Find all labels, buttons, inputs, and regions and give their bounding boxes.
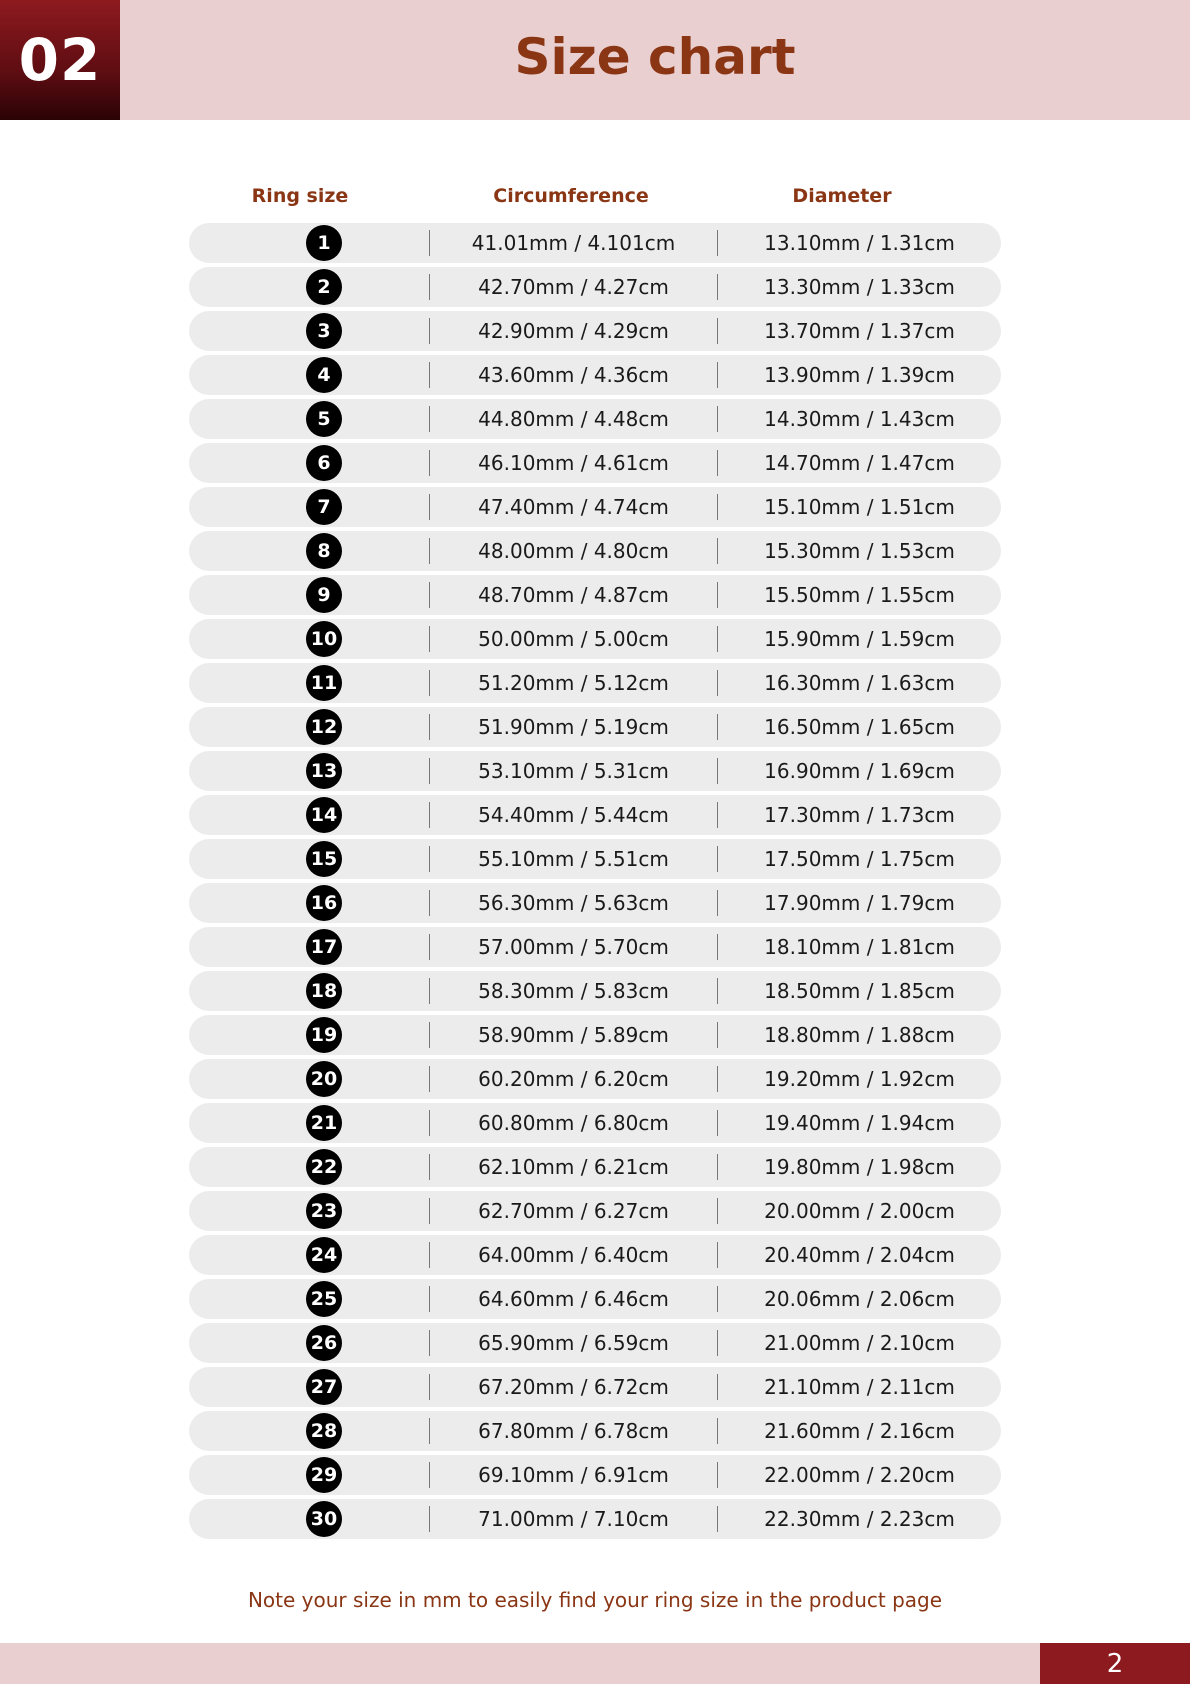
ring-size-badge: 1 bbox=[306, 225, 342, 261]
circumference-cell: 58.30mm / 5.83cm bbox=[478, 979, 669, 1003]
ring-size-badge: 23 bbox=[306, 1193, 342, 1229]
ring-size-badge: 5 bbox=[306, 401, 342, 437]
page-title: Size chart bbox=[514, 28, 796, 86]
diameter-cell: 18.80mm / 1.88cm bbox=[764, 1023, 955, 1047]
diameter-cell: 21.10mm / 2.11cm bbox=[764, 1375, 955, 1399]
circumference-cell: 55.10mm / 5.51cm bbox=[478, 847, 669, 871]
ring-size-badge: 30 bbox=[306, 1501, 342, 1537]
circumference-cell: 42.70mm / 4.27cm bbox=[478, 275, 669, 299]
circumference-cell: 56.30mm / 5.63cm bbox=[478, 891, 669, 915]
ring-size-badge: 28 bbox=[306, 1413, 342, 1449]
diameter-cell: 16.30mm / 1.63cm bbox=[764, 671, 955, 695]
circumference-cell: 69.10mm / 6.91cm bbox=[478, 1463, 669, 1487]
circumference-cell: 42.90mm / 4.29cm bbox=[478, 319, 669, 343]
circumference-cell: 48.70mm / 4.87cm bbox=[478, 583, 669, 607]
circumference-cell: 71.00mm / 7.10cm bbox=[478, 1507, 669, 1531]
diameter-cell: 13.30mm / 1.33cm bbox=[764, 275, 955, 299]
circumference-cell: 53.10mm / 5.31cm bbox=[478, 759, 669, 783]
table-header bbox=[0, 185, 1190, 215]
circumference-cell: 58.90mm / 5.89cm bbox=[478, 1023, 669, 1047]
table-row bbox=[189, 1015, 1001, 1055]
page-number: 2 bbox=[1040, 1643, 1190, 1684]
table-row bbox=[189, 839, 1001, 879]
table-row bbox=[189, 1367, 1001, 1407]
ring-size-badge: 25 bbox=[306, 1281, 342, 1317]
ring-size-badge: 19 bbox=[306, 1017, 342, 1053]
table-row bbox=[189, 1499, 1001, 1539]
ring-size-badge: 27 bbox=[306, 1369, 342, 1405]
ring-size-badge: 18 bbox=[306, 973, 342, 1009]
table-row bbox=[189, 531, 1001, 571]
table-row bbox=[189, 1323, 1001, 1363]
ring-size-badge: 10 bbox=[306, 621, 342, 657]
table-row bbox=[189, 883, 1001, 923]
ring-size-badge: 17 bbox=[306, 929, 342, 965]
circumference-cell: 50.00mm / 5.00cm bbox=[478, 627, 669, 651]
circumference-cell: 67.20mm / 6.72cm bbox=[478, 1375, 669, 1399]
table-row bbox=[189, 1411, 1001, 1451]
size-table bbox=[189, 223, 1001, 1543]
table-row bbox=[189, 1059, 1001, 1099]
ring-size-badge: 9 bbox=[306, 577, 342, 613]
ring-size-badge: 6 bbox=[306, 445, 342, 481]
diameter-cell: 16.50mm / 1.65cm bbox=[764, 715, 955, 739]
ring-size-badge: 24 bbox=[306, 1237, 342, 1273]
column-header-diameter: Diameter bbox=[792, 185, 892, 207]
footer-band bbox=[0, 1643, 1190, 1684]
diameter-cell: 13.90mm / 1.39cm bbox=[764, 363, 955, 387]
diameter-cell: 15.10mm / 1.51cm bbox=[764, 495, 955, 519]
circumference-cell: 64.60mm / 6.46cm bbox=[478, 1287, 669, 1311]
diameter-cell: 22.30mm / 2.23cm bbox=[764, 1507, 955, 1531]
diameter-cell: 19.40mm / 1.94cm bbox=[764, 1111, 955, 1135]
diameter-cell: 13.10mm / 1.31cm bbox=[764, 231, 955, 255]
table-row bbox=[189, 399, 1001, 439]
ring-size-badge: 21 bbox=[306, 1105, 342, 1141]
table-row bbox=[189, 927, 1001, 967]
diameter-cell: 18.50mm / 1.85cm bbox=[764, 979, 955, 1003]
circumference-cell: 44.80mm / 4.48cm bbox=[478, 407, 669, 431]
ring-size-badge: 29 bbox=[306, 1457, 342, 1493]
ring-size-badge: 3 bbox=[306, 313, 342, 349]
diameter-cell: 13.70mm / 1.37cm bbox=[764, 319, 955, 343]
table-row bbox=[189, 663, 1001, 703]
diameter-cell: 15.30mm / 1.53cm bbox=[764, 539, 955, 563]
table-row bbox=[189, 575, 1001, 615]
diameter-cell: 21.60mm / 2.16cm bbox=[764, 1419, 955, 1443]
table-row bbox=[189, 311, 1001, 351]
diameter-cell: 20.40mm / 2.04cm bbox=[764, 1243, 955, 1267]
circumference-cell: 46.10mm / 4.61cm bbox=[478, 451, 669, 475]
ring-size-badge: 11 bbox=[306, 665, 342, 701]
diameter-cell: 22.00mm / 2.20cm bbox=[764, 1463, 955, 1487]
circumference-cell: 48.00mm / 4.80cm bbox=[478, 539, 669, 563]
circumference-cell: 65.90mm / 6.59cm bbox=[478, 1331, 669, 1355]
circumference-cell: 51.90mm / 5.19cm bbox=[478, 715, 669, 739]
table-row bbox=[189, 223, 1001, 263]
diameter-cell: 14.70mm / 1.47cm bbox=[764, 451, 955, 475]
ring-size-badge: 4 bbox=[306, 357, 342, 393]
circumference-cell: 60.20mm / 6.20cm bbox=[478, 1067, 669, 1091]
section-number-badge: 02 bbox=[0, 0, 120, 120]
table-row bbox=[189, 1103, 1001, 1143]
table-row bbox=[189, 355, 1001, 395]
circumference-cell: 67.80mm / 6.78cm bbox=[478, 1419, 669, 1443]
diameter-cell: 19.20mm / 1.92cm bbox=[764, 1067, 955, 1091]
circumference-cell: 62.70mm / 6.27cm bbox=[478, 1199, 669, 1223]
ring-size-badge: 2 bbox=[306, 269, 342, 305]
diameter-cell: 16.90mm / 1.69cm bbox=[764, 759, 955, 783]
ring-size-badge: 7 bbox=[306, 489, 342, 525]
ring-size-badge: 22 bbox=[306, 1149, 342, 1185]
diameter-cell: 20.06mm / 2.06cm bbox=[764, 1287, 955, 1311]
size-note: Note your size in mm to easily find your ring size in the product page bbox=[247, 1588, 943, 1612]
table-row bbox=[189, 1235, 1001, 1275]
diameter-cell: 15.90mm / 1.59cm bbox=[764, 627, 955, 651]
diameter-cell: 15.50mm / 1.55cm bbox=[764, 583, 955, 607]
circumference-cell: 62.10mm / 6.21cm bbox=[478, 1155, 669, 1179]
table-row bbox=[189, 1147, 1001, 1187]
column-header-circumference: Circumference bbox=[493, 185, 649, 207]
diameter-cell: 17.30mm / 1.73cm bbox=[764, 803, 955, 827]
ring-size-badge: 8 bbox=[306, 533, 342, 569]
diameter-cell: 18.10mm / 1.81cm bbox=[764, 935, 955, 959]
diameter-cell: 20.00mm / 2.00cm bbox=[764, 1199, 955, 1223]
circumference-cell: 60.80mm / 6.80cm bbox=[478, 1111, 669, 1135]
diameter-cell: 14.30mm / 1.43cm bbox=[764, 407, 955, 431]
circumference-cell: 51.20mm / 5.12cm bbox=[478, 671, 669, 695]
circumference-cell: 47.40mm / 4.74cm bbox=[478, 495, 669, 519]
table-row bbox=[189, 751, 1001, 791]
table-row bbox=[189, 1191, 1001, 1231]
circumference-cell: 43.60mm / 4.36cm bbox=[478, 363, 669, 387]
table-row bbox=[189, 971, 1001, 1011]
table-row bbox=[189, 1455, 1001, 1495]
ring-size-badge: 26 bbox=[306, 1325, 342, 1361]
ring-size-badge: 15 bbox=[306, 841, 342, 877]
table-row bbox=[189, 487, 1001, 527]
ring-size-badge: 16 bbox=[306, 885, 342, 921]
diameter-cell: 21.00mm / 2.10cm bbox=[764, 1331, 955, 1355]
diameter-cell: 19.80mm / 1.98cm bbox=[764, 1155, 955, 1179]
diameter-cell: 17.90mm / 1.79cm bbox=[764, 891, 955, 915]
ring-size-badge: 20 bbox=[306, 1061, 342, 1097]
circumference-cell: 64.00mm / 6.40cm bbox=[478, 1243, 669, 1267]
table-row bbox=[189, 795, 1001, 835]
circumference-cell: 57.00mm / 5.70cm bbox=[478, 935, 669, 959]
circumference-cell: 41.01mm / 4.101cm bbox=[471, 231, 676, 255]
ring-size-badge: 12 bbox=[306, 709, 342, 745]
ring-size-badge: 13 bbox=[306, 753, 342, 789]
ring-size-badge: 14 bbox=[306, 797, 342, 833]
circumference-cell: 54.40mm / 5.44cm bbox=[478, 803, 669, 827]
table-row bbox=[189, 619, 1001, 659]
table-row bbox=[189, 267, 1001, 307]
column-header-ring-size: Ring size bbox=[251, 185, 349, 207]
table-row bbox=[189, 707, 1001, 747]
table-row bbox=[189, 443, 1001, 483]
table-row bbox=[189, 1279, 1001, 1319]
diameter-cell: 17.50mm / 1.75cm bbox=[764, 847, 955, 871]
